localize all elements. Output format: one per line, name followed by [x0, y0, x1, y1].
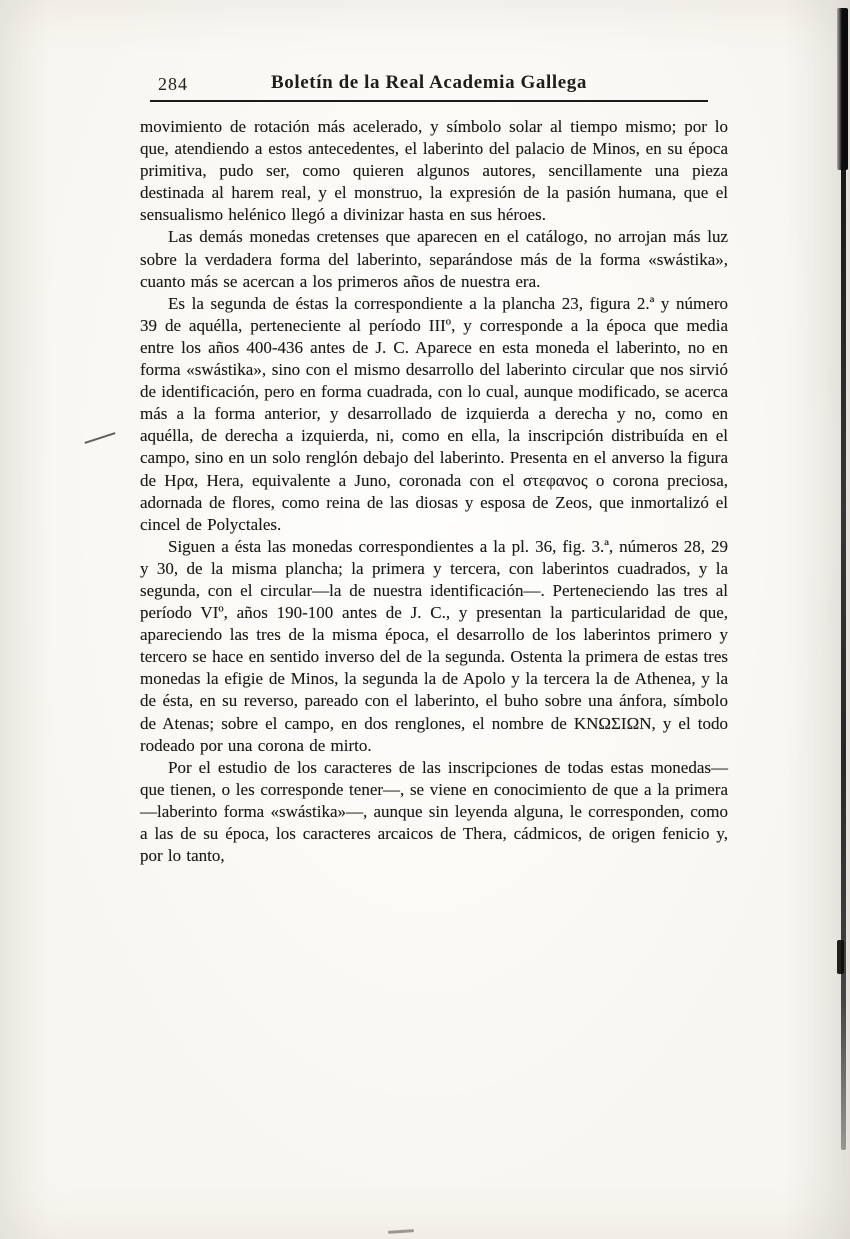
scan-bottom-smudge [388, 1229, 414, 1234]
stray-pen-mark [84, 432, 115, 444]
scan-binding-shadow-line [841, 165, 846, 1150]
paragraph: movimiento de rotación más acelerado, y símbolo solar al tiempo mismo; por lo que, atendiendo a estos antecedentes, el laberinto del palacio de Minos, en su época primitiva, pudo ser, como quieren algunos autores, sencillamente una pieza destinada al harem real, y el monstruo, la expresión de la pasión humana, que el sensualismo helénico llegó a divinizar hasta en sus héroes. [140, 117, 728, 225]
body-text [140, 116, 728, 867]
paragraph: Es la segunda de éstas la correspondiente a la plancha 23, figura 2.ª y número 39 de aquélla, perteneciente al período IIIº, y corresponde a la época que media entre los años 400-436 antes de J. C. Aparece en esta moneda el laberinto, no en forma «swástika», sino con el mismo desarrollo del laberinto circular que nos sirvió de identificación, pero en forma cuadrada, con lo cual, aunque modificado, se acerca más a la forma anterior, y desarrollado de izquierda a derecha y no, como en aquélla, de derecha a izquierda, ni, como en ella, la inscripción distribuída en el campo, sino en un solo renglón debajo del laberinto. Presenta en el anverso la figura de Ηρα, Hera, equivalente a Juno, coronada con el στεφανος o corona preciosa, adornada de flores, como reina de las diosas y esposa de Zeos, que inmortalizó el cincel de Polyctales. [140, 293, 728, 534]
paragraph: Siguen a ésta las monedas correspondientes a la pl. 36, fig. 3.ª, números 28, 29 y 30, de la misma plancha; la primera y tercera, con laberintos cuadrados, y la segunda, con el circular—la de nuestra identificación—. Perteneciendo las tres al período VIº, años 190-100 antes de J. C., y presentan la particularidad de que, apareciendo las tres de la misma época, el desarrollo de los laberintos primero y tercero se hace en sentido inverso del de la segunda. Ostenta la primera de estas tres monedas la efigie de Minos, la segunda la de Apolo y la tercera la de Athenea, y la de ésta, en su reverso, pareado con el laberinto, el buho sobre una ánfora, símbolo de Atenas; sobre el campo, en dos renglones, el nombre de ΚΝΩΣΙΩΝ, y el todo rodeado por una corona de mirto. [140, 536, 728, 755]
scan-binding-blob [837, 940, 844, 974]
page-number: 284 [158, 74, 188, 94]
paragraph: Por el estudio de los caracteres de las inscripciones de todas estas monedas—que tienen, o les corresponde tener—, se viene en conocimiento de que a la primera—laberinto forma «swástika»—, aunque sin leyenda alguna, le corresponden, como a las de su época, los caracteres arcaicos de Thera, cádmicos, de origen fenicio y, por lo tanto, [140, 757, 728, 866]
scan-binding-shadow-top [837, 8, 848, 170]
page-header [150, 72, 708, 102]
paragraph: Las demás monedas cretenses que aparecen en el catálogo, no arrojan más luz sobre la verdadera forma del laberinto, separándose más de la forma «swástika», cuanto más se acercan a los primeros años de nuestra era. [140, 227, 728, 291]
header-title: Boletín de la Real Academia Gallega [270, 72, 587, 93]
